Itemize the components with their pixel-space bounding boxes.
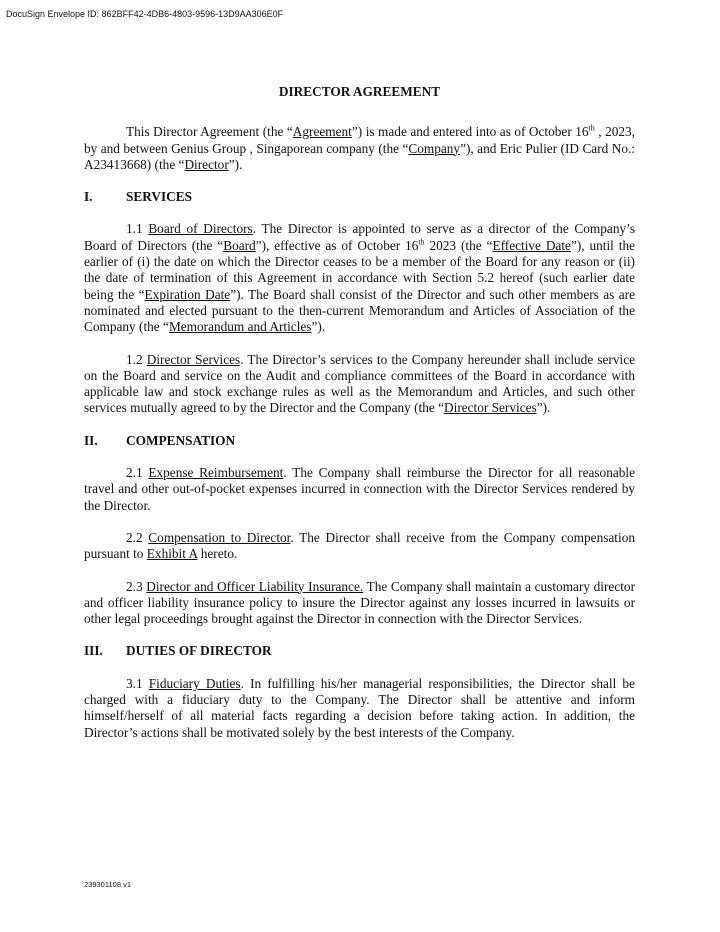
defined-term-agreement: Agreement (292, 124, 352, 140)
clause-2-1: 2.1 Expense Reimbursement. The Company shall reimburse the Director for all reasonable travel and other out-of-pocket expenses incurred in connection with the Director Services rendered by the Director. (84, 465, 635, 513)
defined-term-director: Director (184, 156, 229, 172)
document-title: DIRECTOR AGREEMENT (278, 84, 441, 99)
section-heading-compensation: II. COMPENSATION (84, 432, 236, 448)
clause-2-3: 2.3 Director and Officer Liability Insurance. The Company shall maintain a customary director and officer liability insurance policy to insure the Director against any losses incurred in lawsuits or other legal proceedings brought against the Director in connection with the Director Services. (84, 578, 635, 627)
clause-2-2: 2.2 Compensation to Director. The Director shall receive from the Company compensation pursuant to Exhibit A hereto. (84, 529, 635, 562)
document-page (84, 84, 635, 757)
section-heading-duties: III. DUTIES OF DIRECTOR (84, 643, 272, 659)
clause-3-1: 3.1 Fiduciary Duties. In fulfilling his/her managerial responsibilities, the Director shall be charged with a fiduciary duty to the Company. The Director shall be attentive and inform himself/herself of all material facts regarding a decision before taking action. In addition, the Director’s actions shall be motivated solely by the best interests of the Company. (84, 675, 635, 740)
envelope-id: DocuSign Envelope ID: 862BFF42-4DB6-4803-9596-13D9AA306E0F (6, 9, 284, 19)
clause-1-1: 1.1 Board of Directors. The Director is appointed to serve as a director of the Company’s Board of Directors (the “Board”), effective as of October 16th 2023 (the “Effective Date”), until the earlier of (i) the date on which the Director ceases to be a member of the Board for any reason or (ii) the date of termination of this Agreement in accordance with Section 5.2 hereof (such earlier date being the “Expiration Date”). The Board shall consist of the Director and such other members as are nominated and elected pursuant to the then-current Memorandum and Articles of Association of the Company (the “Memorandum and Articles”). (84, 221, 636, 335)
document-footer-id: 239301108 v1 (84, 880, 131, 889)
clause-1-2: 1.2 Director Services. The Director’s services to the Company hereunder shall include service on the Board and service on the Audit and compliance committees of the Board in accordance with applicable law and stock exchange rules as well as the Memorandum and Articles, and such other services mutually agreed to by the Director and the Company (the “Director Services”). (84, 351, 635, 416)
intro-paragraph: This Director Agreement (the “Agreement”) is made and entered into as of October 16th , 2023, by and between Genius Group , Singaporean company (the “Company”), and Eric Pulier (ID Card No.: A23413668) (the “Director”). (84, 123, 635, 172)
section-heading-services: I. SERVICES (84, 189, 193, 205)
defined-term-company: Company (408, 140, 461, 156)
